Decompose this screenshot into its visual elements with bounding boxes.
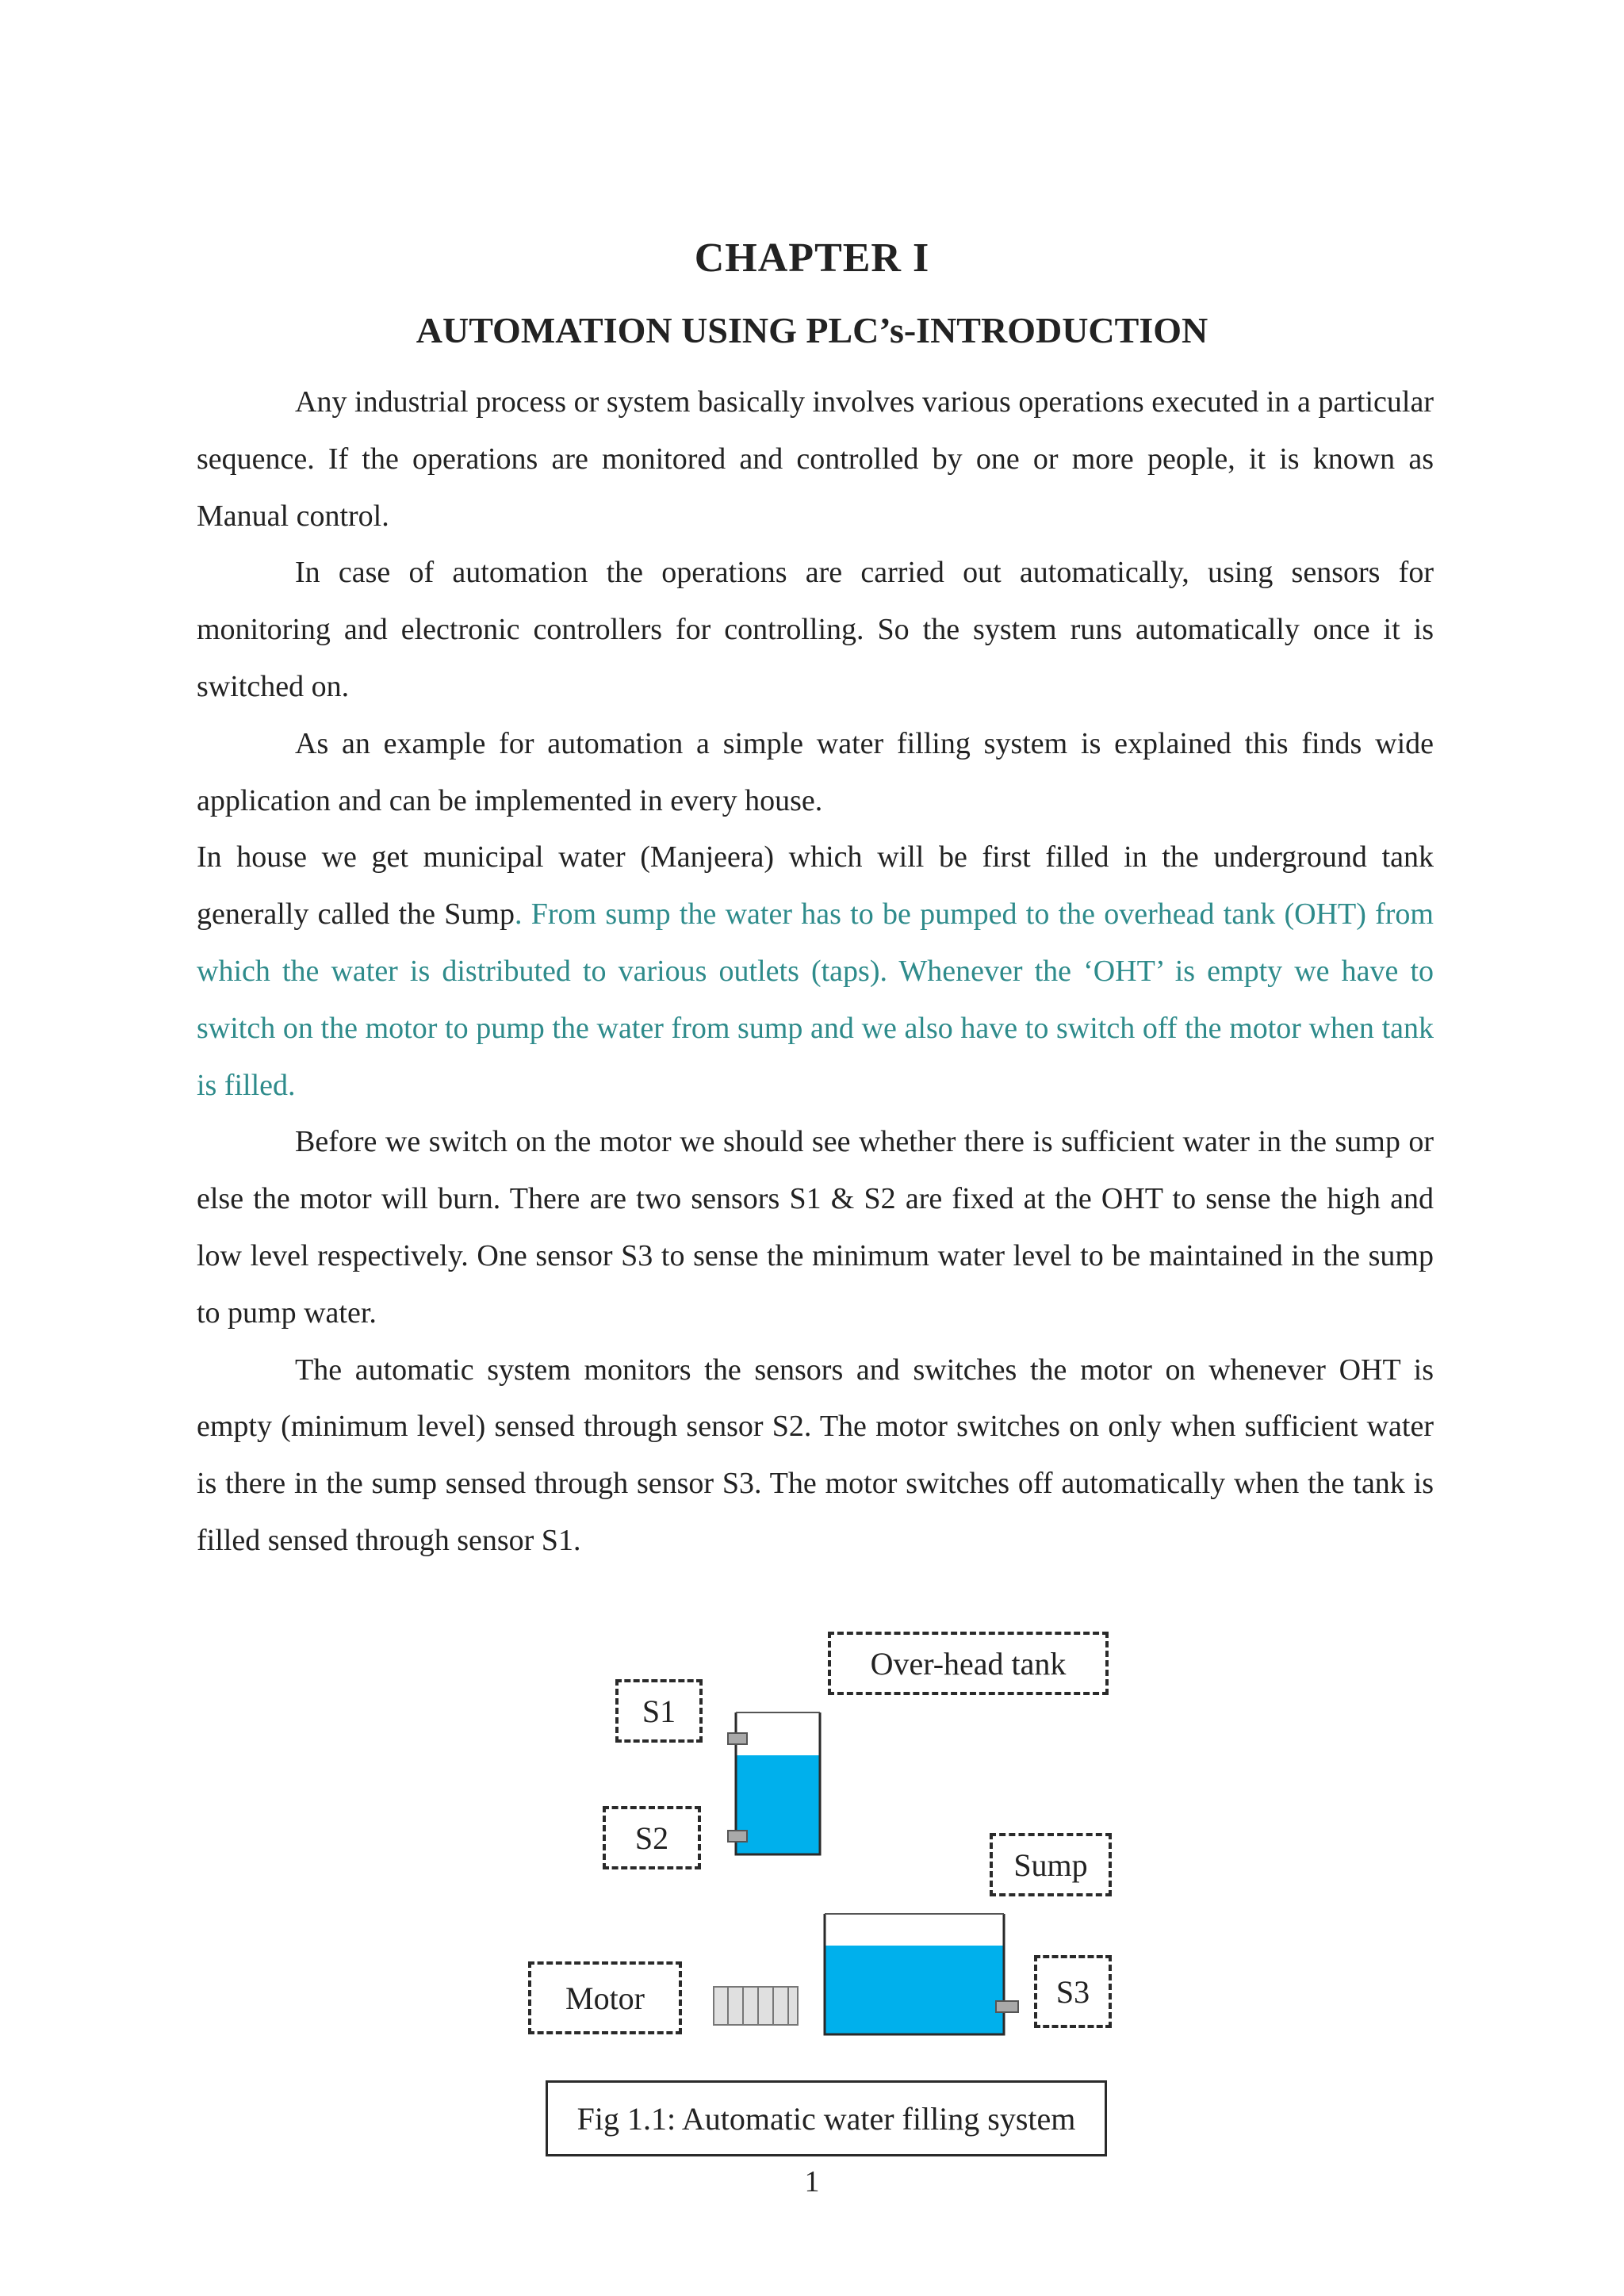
sump-water [825,1946,1004,2034]
motor-graphic [714,1987,798,2025]
label-overhead-tank: Over-head tank [828,1632,1109,1695]
overhead-tank-water [736,1755,820,1854]
sensor-s1-block [728,1733,747,1744]
label-s2: S2 [603,1806,701,1869]
sump-tank [825,1914,1004,2034]
sump-outline [825,1914,1004,2034]
paragraph: The automatic system monitors the sensors and switches the motor on whenever OHT is empty (minimum level) sensed through sensor S2. The motor switches on only when sufficient water is there in the sump sensed through sensor S3. The motor switches off automatically when the tank is filled sensed through sensor S1. [197,1353,1434,1557]
label-motor: Motor [528,1961,682,2034]
paragraph-part: In house we get municipal water (Manjeera) which will be first filled in the underground tank generally called the Sump [197,840,1434,932]
paragraph: In case of automation the operations are carried out automatically, using sensors for monitoring and electronic controllers for controlling. So the system runs automatically once it is switched on. [197,556,1434,703]
page-number: 1 [804,2165,820,2198]
label-s1: S1 [615,1679,703,1743]
body-text [197,374,1434,1570]
label-s3: S3 [1034,1955,1112,2028]
sensor-s2-block [728,1831,747,1842]
chapter-subtitle: AUTOMATION USING PLC’s-INTRODUCTION [416,310,1208,350]
paragraph-part: . From sump the water has to be pumped to the overhead tank (OHT) from which the water is distributed to various outlets (taps). Whenever the ‘OHT’ is empty we have to switch on the motor to pump the water from sump and we also have to switch off the motor when tank is filled. [197,897,1434,1102]
paragraph [197,829,1434,1114]
paragraph: Before we switch on the motor we should see whether there is sufficient water in the sump or else the motor will burn. There are two sensors S1 & S2 are fixed at the OHT to sense the high and low level respectively. One sensor S3 to sense the minimum water level to be maintained in the sump to pump water. [197,1125,1434,1330]
chapter-heading: CHAPTER I [694,235,930,281]
label-sump: Sump [990,1833,1112,1896]
sensor-s3-block [996,2001,1018,2012]
figure-caption: Fig 1.1: Automatic water filling system [546,2080,1107,2156]
motor-body [714,1987,798,2025]
paragraph: Any industrial process or system basically involves various operations executed in a particular sequence. If the operations are monitored and controlled by one or more people, it is known as Manual control. [197,385,1434,533]
paragraph: As an example for automation a simple water filling system is explained this finds wide application and can be implemented in every house. [197,726,1434,817]
overhead-tank [736,1712,820,1854]
overhead-tank-outline [736,1712,820,1854]
